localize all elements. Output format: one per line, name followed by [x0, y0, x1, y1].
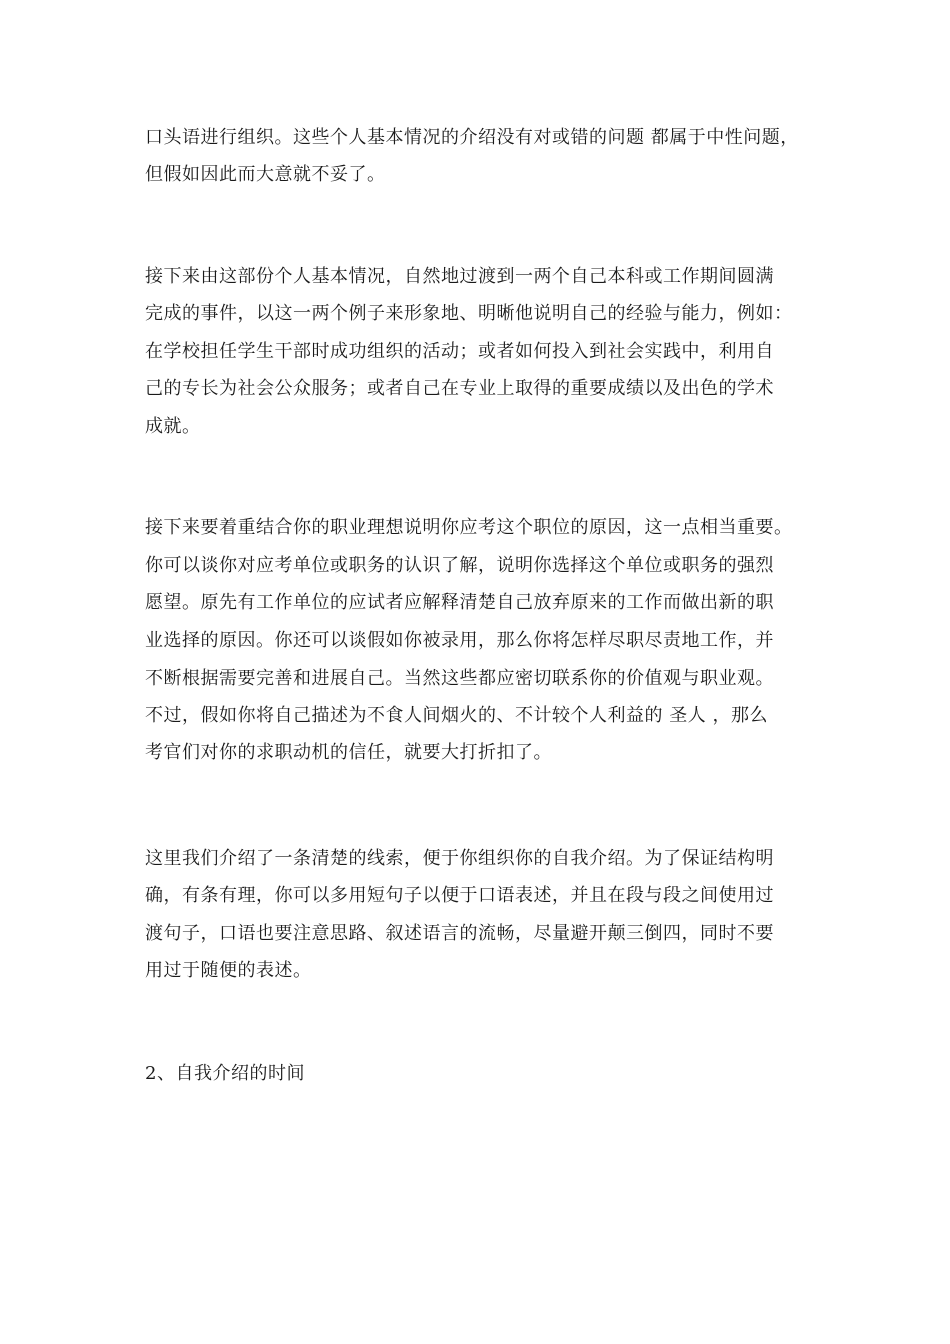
paragraph-line: 口头语进行组织。这些个人基本情况的介绍没有对或错的问题 都属于中性问题，	[145, 127, 799, 148]
paragraph-line: 在学校担任学生干部时成功组织的活动；或者如何投入到社会实践中，利用自	[145, 341, 774, 362]
paragraph-line: 但假如因此而大意就不妥了。	[145, 164, 386, 185]
section-heading-text: 2、自我介绍的时间	[145, 1063, 305, 1084]
paragraph-line: 完成的事件，以这一两个例子来形象地、明晰他说明自己的经验与能力，例如：	[145, 303, 793, 324]
paragraph-line: 这里我们介绍了一条清楚的线索，便于你组织你的自我介绍。为了保证结构明	[145, 848, 774, 869]
paragraph-line: 你可以谈你对应考单位或职务的认识了解，说明你选择这个单位或职务的强烈	[145, 555, 774, 576]
paragraph-line: 己的专长为社会公众服务；或者自己在专业上取得的重要成绩以及出色的学术	[145, 378, 774, 399]
paragraph-line: 渡句子，口语也要注意思路、叙述语言的流畅，尽量避开颠三倒四，同时不要	[145, 923, 774, 944]
paragraph-line: 用过于随便的表述。	[145, 960, 312, 981]
paragraph-line: 不过，假如你将自己描述为不食人间烟火的、不计较个人利益的 圣人 ，那么	[145, 705, 768, 726]
paragraph-line: 接下来由这部份个人基本情况，自然地过渡到一两个自己本科或工作期间圆满	[145, 266, 774, 287]
paragraph-line: 不断根据需要完善和进展自己。当然这些都应密切联系你的价值观与职业观。	[145, 668, 774, 689]
paragraph-line: 成就。	[145, 416, 201, 437]
paragraph-line: 愿望。原先有工作单位的应试者应解释清楚自己放弃原来的工作而做出新的职	[145, 592, 774, 613]
paragraph-line: 接下来要着重结合你的职业理想说明你应考这个职位的原因，这一点相当重要。	[145, 517, 793, 538]
paragraph-line: 确，有条有理，你可以多用短句子以便于口语表述，并且在段与段之间使用过	[145, 885, 774, 906]
paragraph-line: 考官们对你的求职动机的信任，就要大打折扣了。	[145, 742, 552, 763]
paragraph-line: 业选择的原因。你还可以谈假如你被录用，那么你将怎样尽职尽责地工作，并	[145, 630, 774, 651]
